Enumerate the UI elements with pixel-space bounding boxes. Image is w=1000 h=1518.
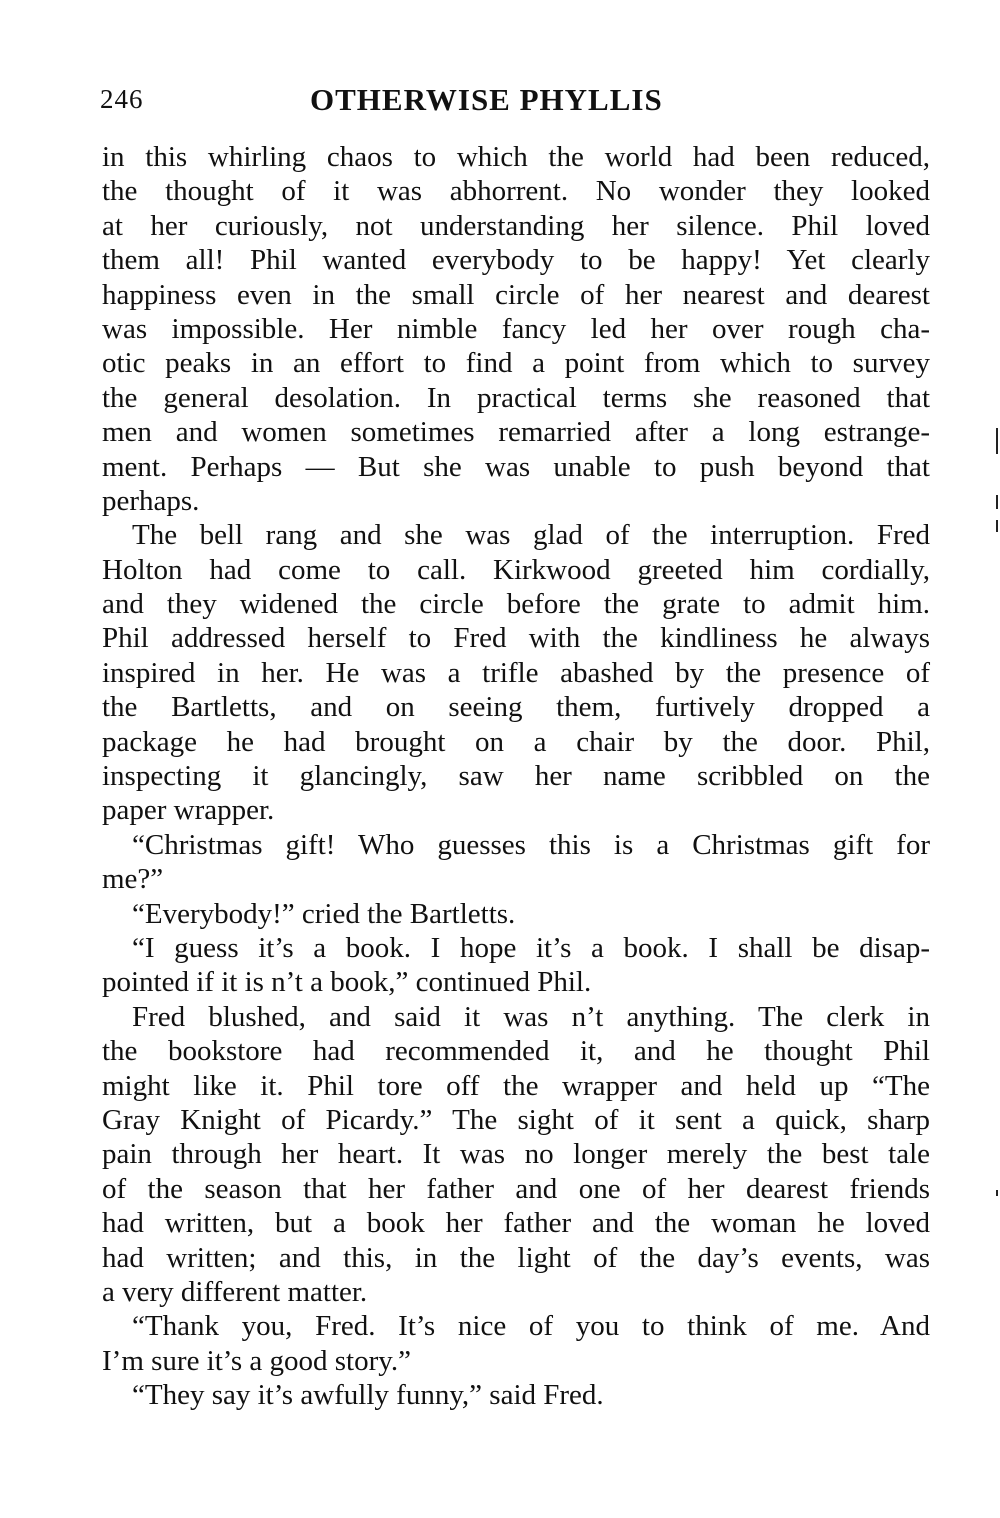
text-line: perhaps. (102, 484, 200, 517)
text-line: “They say it’s awfully funny,” said Fred. (132, 1379, 604, 1412)
text-line: pain through her heart. It was no longer merely the best tale (102, 1138, 930, 1171)
text-line: happiness even in the small circle of her nearest and dearest (102, 278, 930, 311)
margin-mark (996, 1190, 998, 1196)
text-line: paper wrapper. (102, 794, 275, 827)
book-title: OTHERWISE PHYLLIS (310, 82, 663, 117)
text-line: the bookstore had recommended it, and he thought Phil (102, 1035, 930, 1068)
text-line: “Christmas gift! Who guesses this is a Christmas gift for (132, 828, 930, 861)
text-line: I’m sure it’s a good story.” (102, 1344, 412, 1377)
text-line: the Bartletts, and on seeing them, furtively dropped a (102, 691, 930, 724)
body-text (102, 140, 930, 1412)
text-line: had written; and this, in the light of the day’s events, was (102, 1241, 930, 1274)
text-line: them all! Phil wanted everybody to be happy! Yet clearly (102, 244, 930, 277)
margin-mark (996, 520, 998, 532)
text-line: “I guess it’s a book. I hope it’s a book. I shall be disap- (132, 931, 930, 964)
text-line: in this whirling chaos to which the world had been reduced, (102, 141, 930, 173)
text-line: had written, but a book her father and the woman he loved (102, 1207, 930, 1240)
page-number: 246 (100, 84, 144, 114)
text-line: of the season that her father and one of her dearest friends (102, 1172, 930, 1205)
text-line: was impossible. Her nimble fancy led her over rough cha- (102, 312, 930, 345)
running-head (100, 84, 930, 124)
text-line: package he had brought on a chair by the door. Phil, (102, 725, 930, 758)
text-line: ment. Perhaps — But she was unable to push beyond that (102, 450, 930, 483)
text-line: inspecting it glancingly, saw her name scribbled on the (102, 760, 930, 793)
margin-mark (996, 428, 998, 454)
text-line: at her curiously, not understanding her silence. Phil loved (102, 209, 930, 242)
text-line: inspired in her. He was a trifle abashed by the presence of (102, 656, 930, 689)
text-line: otic peaks in an effort to find a point from which to survey (102, 347, 930, 380)
text-line: the thought of it was abhorrent. No wonder they looked (102, 175, 930, 208)
text-line: Phil addressed herself to Fred with the kindliness he always (102, 622, 930, 655)
text-line: a very different matter. (102, 1275, 368, 1308)
text-line: the general desolation. In practical terms she reasoned that (102, 381, 930, 414)
text-line: “Everybody!” cried the Bartletts. (132, 897, 516, 930)
text-line: Fred blushed, and said it was n’t anything. The clerk in (132, 1000, 930, 1033)
text-line: and they widened the circle before the grate to admit him. (102, 588, 930, 621)
text-line: might like it. Phil tore off the wrapper and held up “The (102, 1069, 930, 1102)
text-line: pointed if it is n’t a book,” continued Phil. (102, 966, 592, 999)
text-line: Holton had come to call. Kirkwood greeted him cordially, (102, 553, 930, 586)
text-line: me?” (102, 863, 164, 896)
text-line: “Thank you, Fred. It’s nice of you to think of me. And (132, 1310, 930, 1343)
text-line: men and women sometimes remarried after a long estrange- (102, 416, 930, 449)
text-line: The bell rang and she was glad of the interruption. Fred (132, 519, 930, 552)
text-line: Gray Knight of Picardy.” The sight of it sent a quick, sharp (102, 1103, 930, 1136)
margin-mark (996, 495, 998, 509)
